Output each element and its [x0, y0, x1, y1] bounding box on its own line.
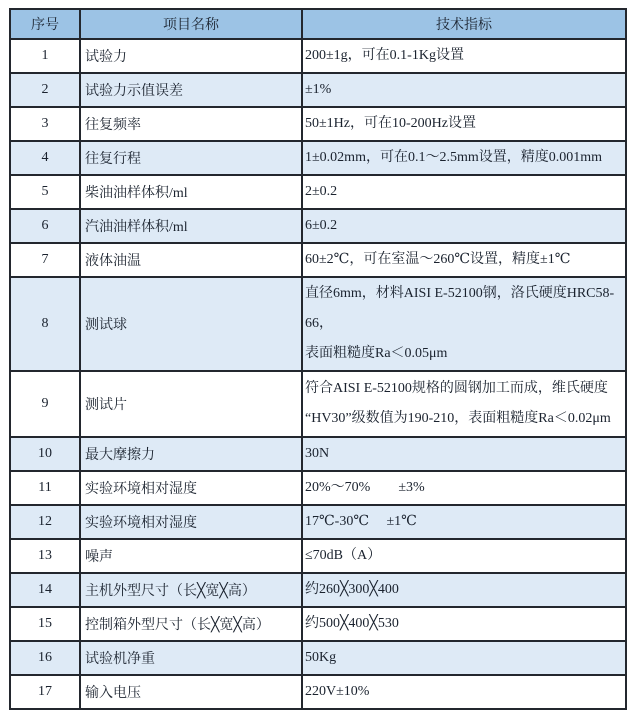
spec-table [9, 8, 627, 710]
row-serial-number: 13 [10, 539, 80, 573]
item-name-cell: 最大摩擦力 [80, 437, 302, 471]
table-row [10, 209, 626, 243]
table-row [10, 471, 626, 505]
item-name-cell: 控制箱外型尺寸（长╳宽╳高） [80, 607, 302, 641]
spec-line: 1±0.02mm，可在0.1～2.5mm设置，精度0.001mm [305, 150, 603, 165]
table-row [10, 607, 626, 641]
spec-line: 220V±10% [305, 684, 370, 699]
table-row [10, 243, 626, 277]
spec-line: 50±1Hz，可在10-200Hz设置 [305, 116, 476, 131]
technical-spec-cell [302, 437, 626, 471]
item-name-cell: 柴油油样体积/ml [80, 175, 302, 209]
item-name-cell: 测试片 [80, 371, 302, 437]
item-name-cell: 汽油油样体积/ml [80, 209, 302, 243]
item-name-cell: 往复行程 [80, 141, 302, 175]
spec-line: 直径6mm，材料AISI E-52100钢，洛氏硬度HRC58-66， [305, 286, 615, 331]
spec-line: 30N [305, 446, 330, 461]
item-name-cell: 主机外型尺寸（长╳宽╳高） [80, 573, 302, 607]
table-row [10, 437, 626, 471]
spec-line: “HV30”级数值为190-210，表面粗糙度Ra＜0.02μm [305, 411, 611, 426]
table-row [10, 277, 626, 371]
table-row [10, 539, 626, 573]
spec-line: 符合AISI E-52100规格的圆钢加工而成，维氏硬度 [305, 381, 608, 396]
table-row [10, 675, 626, 709]
row-serial-number: 1 [10, 39, 80, 73]
item-name-cell: 实验环境相对湿度 [80, 471, 302, 505]
row-serial-number: 5 [10, 175, 80, 209]
technical-spec-cell [302, 573, 626, 607]
technical-spec-cell [302, 675, 626, 709]
header-item-name: 项目名称 [80, 9, 302, 39]
table-row [10, 73, 626, 107]
table-row [10, 505, 626, 539]
row-serial-number: 16 [10, 641, 80, 675]
table-row [10, 141, 626, 175]
item-name-cell: 试验力示值误差 [80, 73, 302, 107]
technical-spec-cell [302, 471, 626, 505]
spec-line: 17℃-30℃ ±1℃ [305, 514, 417, 529]
row-serial-number: 10 [10, 437, 80, 471]
row-serial-number: 9 [10, 371, 80, 437]
table-row [10, 175, 626, 209]
item-name-cell: 输入电压 [80, 675, 302, 709]
row-serial-number: 15 [10, 607, 80, 641]
row-serial-number: 3 [10, 107, 80, 141]
technical-spec-cell [302, 39, 626, 73]
row-serial-number: 2 [10, 73, 80, 107]
row-serial-number: 4 [10, 141, 80, 175]
header-serial-number: 序号 [10, 9, 80, 39]
technical-spec-cell [302, 607, 626, 641]
item-name-cell: 试验机净重 [80, 641, 302, 675]
row-serial-number: 11 [10, 471, 80, 505]
row-serial-number: 7 [10, 243, 80, 277]
technical-spec-cell [302, 277, 626, 371]
table-row [10, 371, 626, 437]
spec-line: 20%～70% ±3% [305, 480, 425, 495]
table-row [10, 573, 626, 607]
spec-line: 表面粗糙度Ra＜0.05μm [305, 346, 448, 361]
item-name-cell: 噪声 [80, 539, 302, 573]
spec-line: ≤70dB（A） [305, 548, 382, 563]
technical-spec-cell [302, 107, 626, 141]
row-serial-number: 6 [10, 209, 80, 243]
header-technical-spec: 技术指标 [302, 9, 626, 39]
technical-spec-cell [302, 641, 626, 675]
spec-line: 200±1g，可在0.1-1Kg设置 [305, 48, 464, 63]
item-name-cell: 测试球 [80, 277, 302, 371]
item-name-cell: 往复频率 [80, 107, 302, 141]
technical-spec-cell [302, 371, 626, 437]
item-name-cell: 液体油温 [80, 243, 302, 277]
spec-line: 约500╳400╳530 [305, 616, 399, 631]
row-serial-number: 14 [10, 573, 80, 607]
row-serial-number: 17 [10, 675, 80, 709]
spec-line: 2±0.2 [305, 184, 338, 199]
spec-line: 6±0.2 [305, 218, 338, 233]
table-body [10, 39, 626, 709]
technical-spec-cell [302, 539, 626, 573]
header-row [10, 9, 626, 39]
spec-line: ±1% [305, 82, 332, 97]
technical-spec-cell [302, 243, 626, 277]
technical-spec-cell [302, 175, 626, 209]
technical-spec-cell [302, 505, 626, 539]
table-header [10, 9, 626, 39]
item-name-cell: 试验力 [80, 39, 302, 73]
spec-line: 约260╳300╳400 [305, 582, 399, 597]
spec-line: 60±2℃，可在室温～260℃设置，精度±1℃ [305, 252, 571, 267]
technical-spec-cell [302, 73, 626, 107]
table-row [10, 641, 626, 675]
row-serial-number: 12 [10, 505, 80, 539]
item-name-cell: 实验环境相对湿度 [80, 505, 302, 539]
table-row [10, 107, 626, 141]
spec-line: 50Kg [305, 650, 337, 665]
table-row [10, 39, 626, 73]
row-serial-number: 8 [10, 277, 80, 371]
technical-spec-cell [302, 141, 626, 175]
technical-spec-cell [302, 209, 626, 243]
